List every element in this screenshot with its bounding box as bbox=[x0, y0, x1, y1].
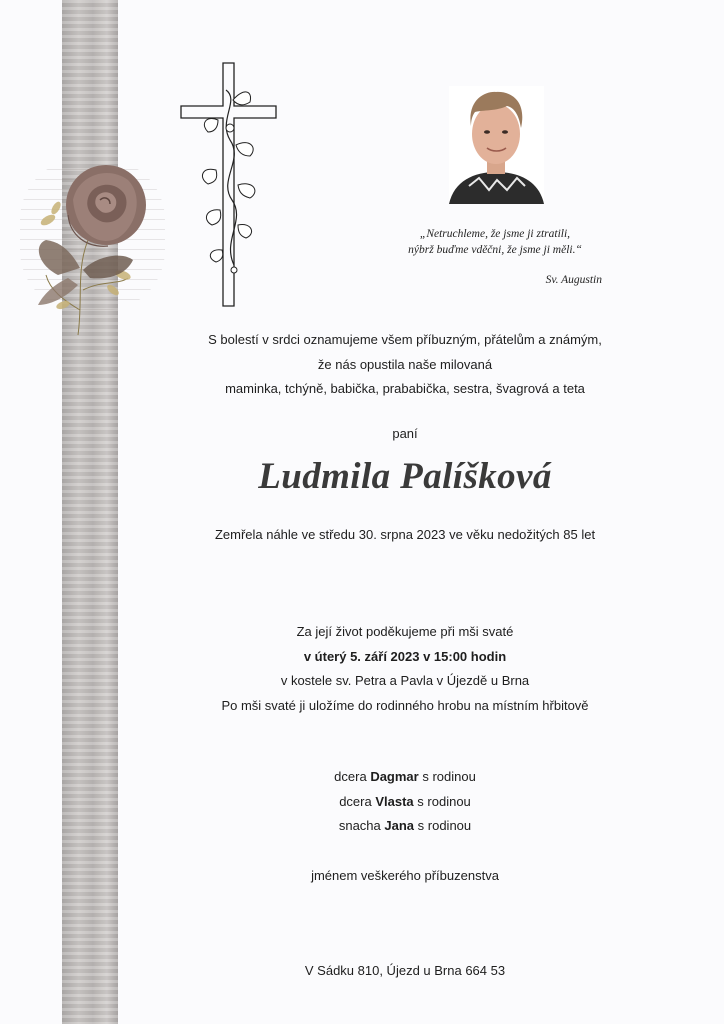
mourner-suffix: s rodinou bbox=[417, 793, 471, 809]
quote-author: Sv. Augustin bbox=[545, 274, 602, 286]
announcement-line: maminka, tchýně, babička, prababička, sestra, švagrová a teta bbox=[225, 381, 585, 396]
cross-icon bbox=[178, 60, 280, 310]
ceremony-burial: Po mši svaté ji uložíme do rodinného hrobu na místním hřbitově bbox=[221, 697, 589, 713]
mourner-line bbox=[160, 790, 650, 815]
death-notice: Zemřela náhle ve středu 30. srpna 2023 ve věku nedožitých 85 let bbox=[214, 527, 596, 542]
deceased-name: Ludmila Palíšková bbox=[258, 456, 552, 497]
announcement-text bbox=[160, 328, 650, 402]
mourner-line bbox=[160, 814, 650, 839]
portrait-photo bbox=[449, 86, 544, 204]
mourners-list bbox=[160, 765, 650, 839]
mourner-name: Vlasta bbox=[375, 793, 414, 809]
decorative-stone-strip bbox=[62, 0, 118, 1024]
ceremony-place: v kostele sv. Petra a Pavla v Újezdě u Brna bbox=[280, 673, 530, 688]
announcement-line: že nás opustila naše milovaná bbox=[317, 356, 493, 372]
announcement-line: S bolestí v srdci oznamujeme všem příbuzným, přátelům a známým, bbox=[208, 332, 602, 347]
mourner-relation: snacha bbox=[338, 818, 381, 833]
ceremony-datetime: v úterý 5. září 2023 v 15:00 hodin bbox=[303, 648, 507, 664]
mourner-name: Dagmar bbox=[370, 769, 419, 784]
mourner-suffix: s rodinou bbox=[417, 818, 472, 833]
ceremony-intro: Za její život poděkujeme při mši svaté bbox=[296, 624, 514, 639]
mourner-relation: dcera bbox=[334, 769, 367, 784]
mourner-relation: dcera bbox=[339, 793, 372, 809]
mourner-suffix: s rodinou bbox=[422, 769, 476, 784]
mourner-line bbox=[160, 765, 650, 790]
ceremony-details bbox=[160, 620, 650, 718]
honorific: paní bbox=[392, 426, 418, 441]
memorial-quote bbox=[380, 226, 610, 258]
quote-line-1: „Netruchleme, že jsme ji ztratili, bbox=[419, 228, 571, 240]
rose-icon bbox=[28, 160, 163, 345]
address: V Sádku 810, Újezd u Brna 664 53 bbox=[304, 963, 506, 978]
quote-line-2: nýbrž buďme vděčni, že jsme ji měli.“ bbox=[408, 244, 582, 256]
mourner-name: Jana bbox=[384, 818, 415, 833]
family-line: jménem veškerého příbuzenstva bbox=[311, 868, 499, 883]
